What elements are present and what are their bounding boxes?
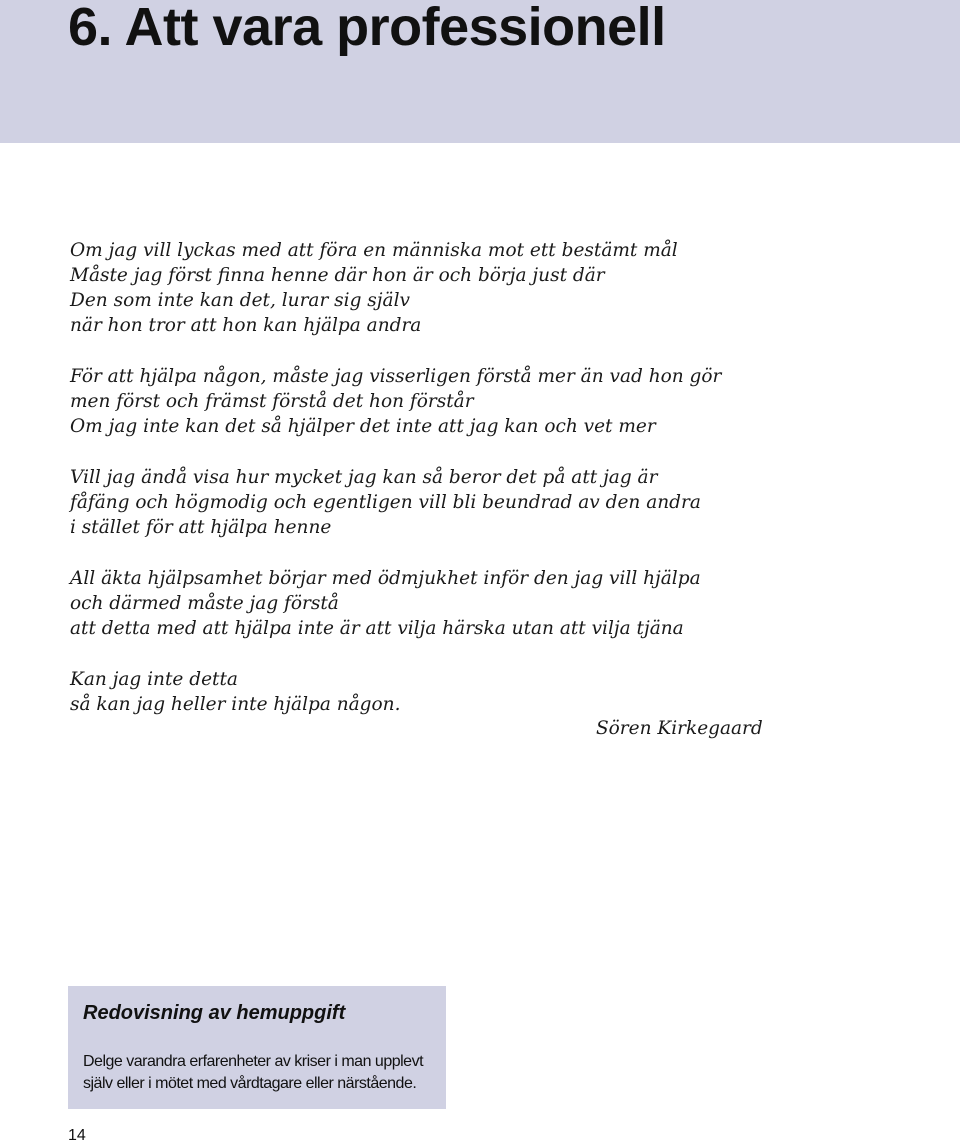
poem-line: i stället för att hjälpa henne <box>70 517 332 538</box>
poem-line: att detta med att hjälpa inte är att vilja härska utan att vilja tjäna <box>70 618 684 639</box>
poem-line: och därmed måste jag förstå <box>70 593 339 614</box>
poem-line: Kan jag inte detta <box>70 669 238 690</box>
assignment-text <box>83 1051 438 1095</box>
poem-line: fåfäng och högmodig och egentligen vill bli beundrad av den andra <box>70 492 701 513</box>
poem-stanza <box>70 465 890 540</box>
page-number: 14 <box>68 1127 86 1144</box>
poem-line: när hon tror att hon kan hjälpa andra <box>70 315 422 336</box>
chapter-title: 6. Att vara professionell <box>68 0 666 57</box>
poem <box>70 238 890 743</box>
poem-line: Om jag inte kan det så hjälper det inte att jag kan och vet mer <box>70 416 656 437</box>
poem-line: Om jag vill lyckas med att föra en människa mot ett bestämt mål <box>70 240 678 261</box>
poem-stanza <box>70 238 890 338</box>
poem-line: Måste jag först finna henne där hon är och börja just där <box>70 265 605 286</box>
poem-line: Den som inte kan det, lurar sig själv <box>70 290 410 311</box>
poem-line: För att hjälpa någon, måste jag visserligen förstå mer än vad hon gör <box>70 366 722 387</box>
assignment-heading: Redovisning av hemuppgift <box>83 1002 346 1024</box>
poem-line: All äkta hjälpsamhet börjar med ödmjukhet inför den jag vill hjälpa <box>70 568 701 589</box>
poem-stanza <box>70 566 890 641</box>
poem-line: Vill jag ändå visa hur mycket jag kan så beror det på att jag är <box>70 467 658 488</box>
poem-line: så kan jag heller inte hjälpa någon. <box>70 694 401 715</box>
poem-line: men först och främst förstå det hon förstår <box>70 391 474 412</box>
poem-stanza <box>70 667 890 717</box>
assignment-box <box>68 986 446 1109</box>
poem-author: Sören Kirkegaard <box>596 718 763 739</box>
poem-stanza <box>70 364 890 439</box>
assignment-text-line: själv eller i mötet med vårdtagare eller närstående. <box>83 1075 417 1092</box>
assignment-text-line: Delge varandra erfarenheter av kriser i man upplevt <box>83 1053 424 1070</box>
chapter-header-band <box>0 0 960 143</box>
